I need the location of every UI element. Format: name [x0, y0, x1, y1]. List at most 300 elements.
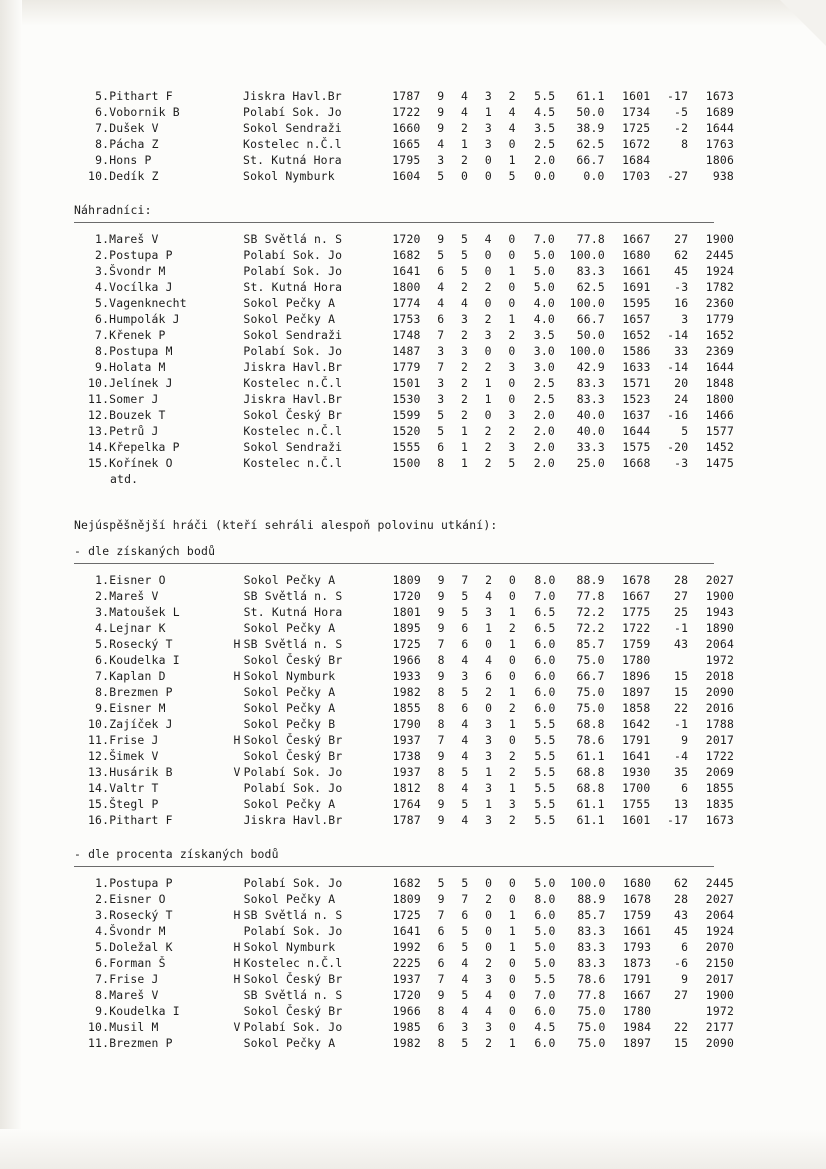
cell-player-name: Forman Š: [109, 956, 166, 970]
cell-dot: .: [102, 621, 110, 635]
cell-club: St. Kutná Hora: [243, 280, 343, 294]
cell-diff: 27: [674, 589, 689, 603]
page-edge-bottom: [0, 1129, 826, 1169]
table-row: [74, 1003, 734, 1019]
cell-dot: .: [102, 924, 110, 938]
spacer: [74, 533, 734, 543]
cell-flag: [231, 136, 243, 152]
cell-wins: 5: [461, 605, 469, 619]
cell-diff: 62: [674, 876, 689, 890]
cell-last: 1644: [705, 121, 734, 135]
cell-club: Sokol Nymburk: [243, 169, 335, 183]
cell-draws: 4: [485, 1004, 493, 1018]
cell-games: 6: [437, 440, 445, 454]
cell-player-name: Švondr M: [109, 924, 166, 938]
cell-losses: 2: [508, 701, 516, 715]
table-row: [74, 923, 734, 939]
cell-draws: 0: [485, 876, 493, 890]
cell-club: Sokol Pečky A: [243, 892, 336, 906]
cell-draws: 4: [485, 589, 493, 603]
cell-draws: 2: [484, 424, 492, 438]
cell-losses: 1: [508, 153, 516, 167]
cell-club: Sokol Pečky A: [243, 621, 336, 635]
cell-rating: 1779: [392, 360, 421, 374]
table-row: [74, 700, 734, 716]
cell-losses: 5: [508, 456, 516, 470]
cell-dot: .: [102, 685, 110, 699]
cell-diff: [650, 652, 688, 668]
cell-games: 5: [437, 169, 445, 183]
cell-flag: [230, 748, 243, 764]
cell-points: 7.0: [533, 232, 555, 246]
cell-draws: 0: [485, 908, 493, 922]
cell-player-name: Eisner O: [109, 892, 166, 906]
table-row: [74, 327, 734, 343]
cell-rank: 14: [88, 781, 103, 795]
cell-draws: 0: [485, 940, 493, 954]
cell-player-name: Koudelka I: [109, 1004, 180, 1018]
cell-diff: 3: [681, 312, 689, 326]
cell-wins: 4: [461, 956, 469, 970]
cell-flag: [231, 455, 243, 471]
cell-last: 1890: [705, 621, 734, 635]
cell-flag: V: [233, 1020, 241, 1034]
cell-performance: 1641: [622, 749, 651, 763]
cell-wins: 2: [460, 376, 469, 390]
cell-rank: 3: [95, 605, 103, 619]
cell-draws: 3: [484, 137, 492, 151]
cell-diff: 6: [681, 781, 689, 795]
table-substitutes: [74, 231, 734, 471]
cell-performance: 1897: [622, 685, 651, 699]
page-edge-top: [0, 0, 826, 26]
table-row: [74, 136, 734, 152]
cell-rank: 11: [88, 1036, 103, 1050]
cell-club: Kostelec n.Č.l: [243, 137, 342, 151]
cell-flag: [230, 796, 243, 812]
table-row: [74, 939, 734, 955]
cell-rank: 5: [95, 89, 103, 103]
cell-performance: 1722: [622, 621, 651, 635]
cell-flag: [231, 231, 243, 247]
cell-dot: .: [102, 296, 110, 310]
cell-rank: 9: [95, 1004, 103, 1018]
cell-performance: 1571: [622, 376, 651, 390]
cell-club: Sokol Nymburk: [243, 669, 336, 683]
cell-points: 7.0: [534, 589, 556, 603]
table-row: [74, 295, 734, 311]
cell-last: 1900: [705, 232, 734, 246]
cell-draws: 3: [485, 813, 493, 827]
cell-club: Sokol Nymburk: [243, 940, 336, 954]
cell-last: 1644: [705, 360, 734, 374]
cell-performance: 1667: [622, 589, 651, 603]
spacer: [74, 828, 734, 846]
cell-percent: 42.9: [576, 360, 605, 374]
cell-points: 5.5: [534, 765, 556, 779]
cell-losses: 4: [508, 105, 516, 119]
cell-wins: 1: [461, 137, 469, 151]
cell-losses: 2: [508, 89, 516, 103]
cell-wins: 4: [461, 781, 469, 795]
cell-percent: 83.3: [576, 392, 605, 406]
cell-draws: 3: [485, 749, 493, 763]
cell-club: Polabí Sok. Jo: [243, 781, 343, 795]
cell-flag: [230, 620, 243, 636]
cell-wins: 5: [461, 940, 469, 954]
cell-player-name: Frise J: [109, 733, 159, 747]
cell-diff: 43: [674, 908, 689, 922]
cell-percent: 78.6: [576, 733, 605, 747]
cell-diff: 6: [681, 940, 689, 954]
cell-rank: 8: [95, 344, 103, 358]
cell-club: St. Kutná Hora: [243, 153, 342, 167]
cell-rating: 1795: [392, 153, 421, 167]
cell-performance: 1601: [622, 89, 651, 103]
cell-losses: 0: [508, 392, 516, 406]
cell-dot: .: [102, 376, 110, 390]
cell-percent: 100.0: [570, 876, 606, 890]
cell-diff: 27: [674, 232, 689, 246]
cell-points: 6.0: [534, 653, 556, 667]
cell-percent: 62.5: [576, 137, 605, 151]
table-row: [74, 684, 734, 700]
cell-draws: 4: [485, 653, 493, 667]
cell-flag: H: [233, 733, 241, 747]
cell-draws: 0: [484, 344, 492, 358]
cell-player-name: Musil M: [109, 1020, 159, 1034]
cell-rank: 1: [95, 232, 103, 246]
cell-last: 2150: [705, 956, 734, 970]
cell-points: 5.0: [533, 264, 555, 278]
table-row: [74, 1019, 734, 1035]
cell-diff: -14: [667, 328, 689, 342]
cell-percent: 83.3: [576, 264, 605, 278]
cell-rating: 1720: [392, 988, 421, 1002]
cell-points: 2.0: [533, 424, 555, 438]
cell-games: 9: [437, 105, 445, 119]
table-row: [74, 796, 734, 812]
cell-draws: 0: [484, 153, 492, 167]
cell-games: 9: [437, 813, 445, 827]
cell-dot: .: [102, 248, 110, 262]
cell-losses: 0: [508, 296, 516, 310]
cell-draws: 3: [484, 328, 492, 342]
cell-percent: 40.0: [576, 408, 605, 422]
cell-draws: 3: [485, 733, 493, 747]
cell-rating: 1790: [392, 717, 421, 731]
cell-last: 1900: [705, 988, 734, 1002]
cell-points: 5.0: [534, 956, 556, 970]
table-row: [74, 279, 734, 295]
cell-rank: 15: [88, 797, 103, 811]
cell-dot: .: [102, 408, 110, 422]
cell-wins: 4: [461, 813, 469, 827]
cell-wins: 4: [461, 89, 469, 103]
cell-points: 3.0: [533, 344, 555, 358]
cell-dot: .: [102, 392, 110, 406]
cell-rating: 1764: [392, 797, 421, 811]
table-row: [74, 439, 734, 455]
cell-player-name: Pithart F: [109, 813, 173, 827]
cell-rank: 6: [95, 312, 103, 326]
cell-performance: 1642: [622, 717, 651, 731]
cell-draws: 1: [485, 797, 493, 811]
cell-last: 2177: [705, 1020, 734, 1034]
cell-points: 3.0: [533, 360, 555, 374]
cell-games: 8: [437, 1036, 445, 1050]
cell-performance: 1780: [622, 1004, 652, 1018]
cell-games: 9: [437, 797, 445, 811]
cell-rating: 1787: [392, 813, 421, 827]
cell-diff: 25: [674, 605, 689, 619]
cell-club: Polabí Sok. Jo: [243, 248, 343, 262]
cell-dot: .: [102, 605, 110, 619]
cell-losses: 0: [508, 733, 516, 747]
cell-rating: 1937: [392, 733, 421, 747]
cell-rating: 1774: [392, 296, 421, 310]
cell-club: Polabí Sok. Jo: [243, 1020, 343, 1034]
cell-player-name: Křenek P: [109, 328, 166, 342]
cell-flag: [230, 700, 243, 716]
cell-club: Sokol Český Br: [243, 749, 343, 763]
cell-player-name: Štegl P: [109, 797, 159, 811]
cell-last: 1689: [705, 105, 734, 119]
cell-games: 5: [437, 876, 445, 890]
cell-flag: [230, 572, 243, 588]
cell-last: 2360: [705, 296, 734, 310]
cell-rating: 1855: [392, 701, 421, 715]
cell-games: 8: [437, 701, 445, 715]
cell-performance: 1657: [622, 312, 651, 326]
cell-wins: 3: [461, 1020, 469, 1034]
cell-losses: 1: [508, 940, 516, 954]
cell-flag: [230, 716, 243, 732]
cell-percent: 75.0: [577, 1004, 606, 1018]
cell-wins: 3: [460, 312, 469, 326]
table-row: [74, 620, 734, 636]
cell-dot: .: [102, 232, 110, 246]
cell-percent: 72.2: [576, 621, 605, 635]
cell-rank: 2: [95, 589, 103, 603]
cell-percent: 77.8: [577, 988, 606, 1002]
cell-dot: .: [102, 1036, 110, 1050]
table-row: [74, 391, 734, 407]
cell-draws: 0: [485, 701, 493, 715]
cell-losses: 0: [508, 653, 516, 667]
cell-points: 0.0: [534, 169, 556, 183]
cell-losses: 3: [508, 408, 516, 422]
cell-percent: 66.7: [576, 312, 605, 326]
cell-games: 4: [437, 137, 445, 151]
cell-rank: 14: [87, 440, 103, 454]
cell-dot: .: [102, 312, 110, 326]
cell-player-name: Dušek V: [109, 121, 159, 135]
table-row: [74, 263, 734, 279]
cell-losses: 0: [508, 232, 516, 246]
cell-percent: 100.0: [569, 296, 605, 310]
cell-flag: [231, 327, 243, 343]
cell-diff: -17: [666, 89, 689, 103]
cell-losses: 0: [508, 248, 516, 262]
cell-last: 1652: [705, 328, 734, 342]
cell-games: 8: [437, 653, 445, 667]
cell-player-name: Holata M: [109, 360, 166, 374]
cell-performance: 1678: [622, 573, 651, 587]
cell-dot: .: [102, 1004, 110, 1018]
cell-diff: 9: [681, 972, 689, 986]
cell-club: Polabí Sok. Jo: [243, 105, 342, 119]
cell-diff: 22: [674, 701, 689, 715]
cell-last: 2017: [705, 733, 734, 747]
cell-points: 5.5: [534, 781, 556, 795]
cell-club: Sokol Sendraži: [243, 440, 343, 454]
cell-rank: 12: [87, 408, 103, 422]
cell-percent: 61.1: [576, 797, 605, 811]
cell-draws: 3: [485, 605, 493, 619]
cell-player-name: Eisner M: [109, 701, 166, 715]
cell-player-name: Hons P: [109, 153, 152, 167]
cell-player-name: Mareš V: [109, 589, 159, 603]
cell-flag: [231, 104, 243, 120]
cell-performance: 1984: [622, 1020, 652, 1034]
cell-diff: 28: [674, 573, 689, 587]
table-row: [74, 407, 734, 423]
cell-rank: 7: [95, 669, 103, 683]
cell-wins: 4: [461, 733, 469, 747]
cell-wins: 5: [461, 988, 469, 1002]
cell-player-name: Matoušek L: [109, 605, 180, 619]
table-row: [74, 987, 734, 1003]
cell-rank: 6: [95, 956, 103, 970]
cell-rating: 1800: [392, 280, 421, 294]
cell-flag: [230, 780, 243, 796]
cell-rating: 1722: [392, 105, 421, 119]
table-row: [74, 455, 734, 471]
cell-points: 2.0: [534, 153, 556, 167]
cell-player-name: Pithart F: [109, 89, 173, 103]
cell-last: 1972: [705, 653, 734, 667]
cell-rank: 3: [95, 264, 103, 278]
cell-performance: 1896: [622, 669, 651, 683]
cell-percent: 61.1: [576, 749, 605, 763]
cell-rank: 5: [95, 296, 103, 310]
cell-performance: 1775: [622, 605, 651, 619]
cell-percent: 78.6: [577, 972, 606, 986]
cell-rating: 1720: [392, 589, 421, 603]
cell-wins: 1: [460, 440, 469, 454]
heading-substitutes: Náhradníci:: [74, 203, 152, 217]
cell-flag: [230, 987, 243, 1003]
cell-flag: [231, 120, 243, 136]
cell-draws: 2: [484, 440, 492, 454]
cell-percent: 85.7: [577, 908, 606, 922]
cell-performance: 1595: [622, 296, 651, 310]
cell-rank: 9: [95, 360, 103, 374]
cell-games: 3: [437, 392, 445, 406]
cell-diff: -16: [667, 408, 689, 422]
cell-games: 9: [437, 892, 445, 906]
cell-flag: [231, 407, 243, 423]
cell-rank: 9: [95, 701, 103, 715]
cell-points: 6.0: [534, 1004, 556, 1018]
cell-flag: V: [233, 765, 241, 779]
cell-rating: 1641: [392, 264, 421, 278]
cell-player-name: Doležal K: [109, 940, 173, 954]
cell-losses: 0: [508, 344, 516, 358]
cell-diff: -3: [674, 456, 689, 470]
cell-diff: 45: [674, 264, 689, 278]
cell-club: Polabí Sok. Jo: [243, 344, 343, 358]
cell-rank: 11: [87, 392, 103, 406]
cell-performance: 1637: [622, 408, 651, 422]
cell-flag: H: [233, 637, 241, 651]
cell-draws: 2: [485, 1036, 493, 1050]
cell-rank: 6: [95, 653, 103, 667]
cell-losses: 2: [508, 328, 516, 342]
cell-player-name: Mareš V: [109, 988, 159, 1002]
cell-wins: 5: [461, 924, 469, 938]
cell-club: Sokol Český Br: [243, 408, 343, 422]
cell-performance: 1652: [622, 328, 651, 342]
cell-last: 1788: [705, 717, 734, 731]
cell-points: 5.0: [534, 876, 556, 890]
cell-diff: -3: [674, 280, 689, 294]
cell-wins: 4: [461, 717, 469, 731]
cell-dot: .: [102, 876, 110, 890]
cell-diff: 62: [674, 248, 689, 262]
cell-dot: .: [102, 765, 110, 779]
cell-rating: 1665: [392, 137, 421, 151]
cell-games: 8: [437, 456, 445, 470]
cell-last: 2090: [705, 685, 734, 699]
cell-wins: 6: [461, 621, 469, 635]
cell-percent: 38.9: [576, 121, 605, 135]
cell-points: 5.0: [534, 940, 556, 954]
cell-performance: 1633: [622, 360, 651, 374]
cell-losses: 1: [508, 312, 516, 326]
cell-points: 2.5: [534, 137, 556, 151]
cell-rating: 1604: [392, 169, 421, 183]
cell-draws: 1: [484, 105, 492, 119]
cell-draws: 0: [484, 408, 492, 422]
cell-percent: 0.0: [583, 169, 605, 183]
cell-flag: [230, 875, 243, 891]
cell-losses: 0: [508, 1020, 516, 1034]
cell-performance: 1680: [622, 876, 652, 890]
cell-draws: 2: [484, 360, 492, 374]
page-corner-fold: [780, 0, 826, 46]
cell-percent: 75.0: [576, 653, 605, 667]
cell-performance: 1661: [622, 264, 651, 278]
cell-points: 3.5: [533, 328, 555, 342]
cell-wins: 5: [461, 589, 469, 603]
cell-player-name: Mareš V: [109, 232, 159, 246]
cell-last: 2064: [705, 908, 734, 922]
cell-rank: 16: [88, 813, 103, 827]
cell-flag: [231, 88, 243, 104]
cell-diff: 13: [674, 797, 689, 811]
cell-last: 1848: [705, 376, 734, 390]
cell-losses: 2: [508, 621, 516, 635]
cell-percent: 25.0: [576, 456, 605, 470]
cell-club: SB Světlá n. S: [243, 232, 343, 246]
cell-percent: 75.0: [577, 1020, 606, 1034]
cell-dot: .: [102, 637, 110, 651]
table-row: [74, 732, 734, 748]
cell-points: 5.0: [534, 924, 556, 938]
heading-best-players: Nejúspěšnější hráči (kteří sehráli alespoň polovinu utkání):: [74, 518, 498, 532]
